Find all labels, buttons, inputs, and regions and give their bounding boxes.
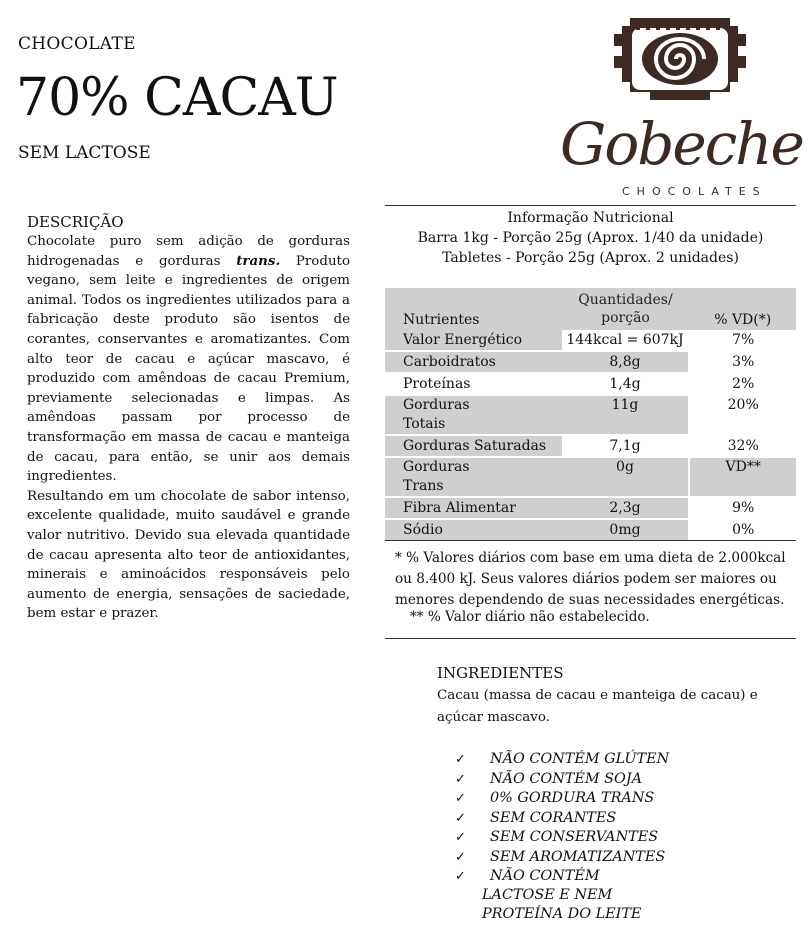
nutrient-qty: 1,4g — [562, 373, 690, 395]
col-vd: % VD(*) — [689, 288, 796, 330]
claims-list — [455, 750, 755, 924]
nutrient-qty: 0mg — [562, 519, 690, 541]
list-item — [455, 848, 755, 868]
checkmark-icon: ✓ — [455, 830, 466, 845]
nutrient-name: Valor Energético — [385, 330, 562, 351]
table-row — [385, 497, 796, 519]
claim-text: SEM CORANTES — [490, 809, 617, 826]
nutrient-vd: VD** — [689, 457, 796, 497]
claim-text: 0% GORDURA TRANS — [490, 790, 655, 806]
table-row — [385, 457, 796, 497]
table-row — [385, 373, 796, 395]
nutrient-qty: 11g — [562, 395, 690, 435]
nutrition-serving-bar: Barra 1kg - Porção 25g (Aprox. 1/40 da unidade) — [417, 230, 764, 246]
col-nutrient: Nutrientes — [385, 288, 562, 330]
product-title: 70% CACAU — [16, 68, 338, 128]
table-row — [385, 330, 796, 351]
nutrition-table — [385, 288, 796, 542]
nutrient-name — [385, 457, 562, 497]
table-row — [385, 395, 796, 435]
nutrient-name: Fibra Alimentar — [385, 497, 562, 519]
nutrient-qty: 144kcal = 607kJ — [562, 330, 690, 351]
checkmark-icon: ✓ — [455, 849, 466, 865]
ingredients-text: Cacau (massa de cacau e manteiga de cacau) e açúcar mascavo. — [437, 688, 758, 725]
nutrient-vd: 32% — [689, 435, 796, 457]
brand-subtitle: CHOCOLATES — [622, 185, 767, 198]
description-emphasis: trans. — [236, 252, 281, 269]
description-heading: DESCRIÇÃO — [27, 213, 124, 231]
checkmark-icon: ✓ — [455, 791, 466, 806]
list-item — [455, 867, 755, 924]
col-quantity: Quantidades/ porção — [562, 288, 690, 330]
nutrient-vd: 7% — [689, 330, 796, 351]
divider — [385, 540, 796, 541]
table-row — [385, 519, 796, 541]
list-item — [455, 750, 755, 770]
nutrient-vd: 9% — [689, 497, 796, 519]
nutrient-name-text: Gorduras Totais — [403, 397, 470, 432]
claim-text: SEM CONSERVANTES — [490, 829, 659, 845]
nutrient-qty: 7,1g — [562, 435, 690, 457]
claim-text-continued: PROTEÍNA DO LEITE — [482, 906, 642, 922]
claim-text: NÃO CONTÉM — [490, 868, 600, 884]
description-text: Chocolate puro sem adição de gorduras hidrogenadas e gorduras — [27, 234, 350, 269]
description-paragraph-1 — [27, 232, 350, 487]
brand-logo — [560, 12, 803, 198]
nutrient-name — [385, 395, 562, 435]
nutrient-name: Sódio — [385, 519, 562, 541]
ingredients-heading: INGREDIENTES — [437, 664, 564, 682]
checkmark-icon: ✓ — [455, 869, 466, 884]
nutrient-vd: 3% — [689, 351, 796, 373]
nutrition-header — [385, 208, 796, 268]
claim-text: NÃO CONTÉM GLÚTEN — [490, 751, 670, 767]
table-row — [385, 435, 796, 457]
nutrition-title: Informação Nutricional — [507, 210, 674, 226]
checkmark-icon: ✓ — [455, 752, 466, 767]
claim-text-continued: LACTOSE E NEM — [482, 887, 613, 903]
nutrient-qty: 0g — [562, 457, 690, 497]
nutrient-vd: 0% — [689, 519, 796, 541]
product-subtitle: SEM LACTOSE — [18, 143, 151, 163]
nutrient-vd: 2% — [689, 373, 796, 395]
nutrient-name: Carboidratos — [385, 351, 562, 373]
nutrient-qty: 2,3g — [562, 497, 690, 519]
nutrient-qty: 8,8g — [562, 351, 690, 373]
description-text: Produto vegano, sem leite e ingredientes de origem animal. Todos os ingredientes utilizados para a fabricação deste produto são isentos de corantes, conservantes e aromatizantes. Com alto teor de cacau e açúcar mascavo, é produzido com amêndoas de cacau Premium, previamente selecionadas e limpas. As amêndoas passam por processo de transformação em massa de cacau e manteiga de cacau, para então, se unir aos demais ingredientes. — [27, 253, 351, 485]
nutrient-vd: 20% — [689, 395, 796, 435]
description-paragraph-2: Resultando em um chocolate de sabor intenso, excelente qualidade, muito saudável e grande valor nutritivo. Devido sua elevada quantidade de cacau apresenta alto teor de antioxidantes, minerais e aminoácidos responsáveis pelo aumento de energia, sensações de saciedade, bem estar e prazer. — [27, 488, 350, 622]
table-row — [385, 351, 796, 373]
divider — [385, 638, 796, 639]
list-item — [455, 809, 755, 829]
nutrition-serving-tablet: Tabletes - Porção 25g (Aprox. 2 unidades) — [442, 250, 739, 266]
nutrition-footnote-vd: ** % Valor diário não estabelecido. — [410, 609, 650, 625]
nutrient-name-text: Gorduras Trans — [403, 459, 470, 494]
nutrient-name: Proteínas — [385, 373, 562, 395]
claim-text: SEM AROMATIZANTES — [490, 848, 666, 865]
list-item — [455, 789, 755, 809]
description-body — [27, 232, 350, 624]
checkmark-icon: ✓ — [455, 771, 466, 787]
divider — [385, 205, 796, 206]
list-item — [455, 828, 755, 848]
checkmark-icon: ✓ — [455, 810, 466, 826]
nutrition-footnote: * % Valores diários com base em uma dieta de 2.000kcal ou 8.400 kJ. Seus valores diários podem ser maiores ou menores dependendo de suas necessidades energéticas. — [395, 550, 786, 608]
nutrient-name: Gorduras Saturadas — [385, 435, 562, 457]
brand-name: Gobeche — [560, 110, 803, 178]
nutrition-table-header — [385, 288, 796, 330]
claim-text: NÃO CONTÉM SOJA — [490, 770, 642, 787]
list-item — [455, 770, 755, 790]
product-kicker: CHOCOLATE — [18, 34, 136, 54]
spiral-emblem-icon — [560, 12, 800, 112]
